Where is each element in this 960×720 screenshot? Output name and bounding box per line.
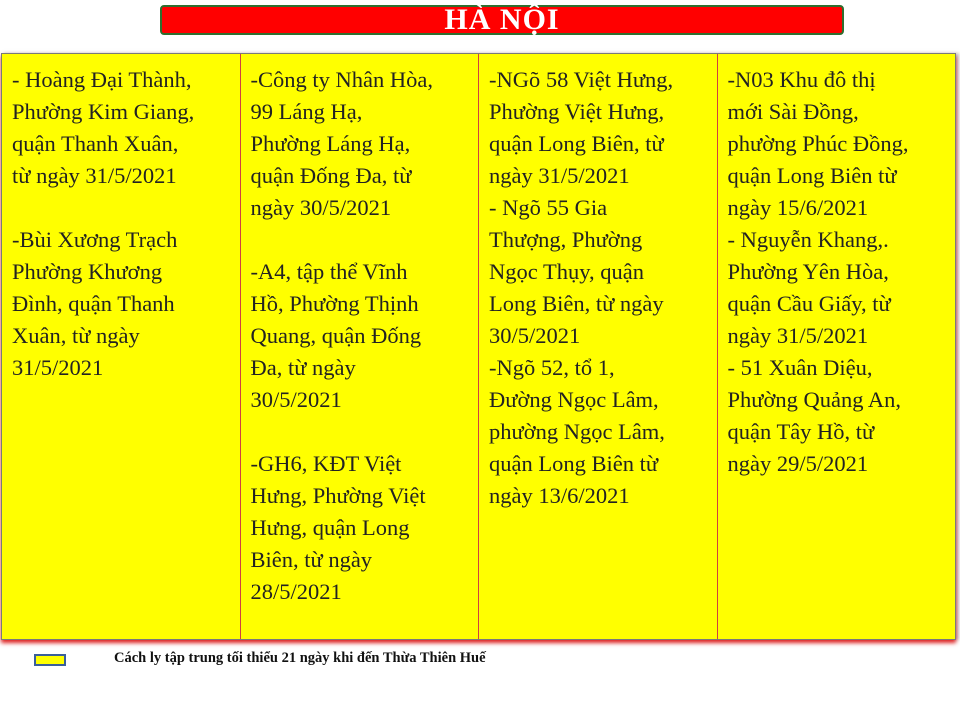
location-entry: -N03 Khu đô thị mới Sài Đồng, phường Phúc Đồng, quận Long Biên từ ngày 15/6/2021 - Nguyễn Khang,. Phường Yên Hòa, quận Cầu Giấy, từ ngày 31/5/2021 - 51 Xuân Diệu, Phường Quảng An, quận Tây Hồ, từ ngày 29/5/2021 [727,67,909,476]
title-banner [160,5,844,35]
location-entry: -Bùi Xương Trạch Phường Khương Đình, quận Thanh Xuân, từ ngày 31/5/2021 [12,227,178,380]
table-column-3 [479,54,718,639]
location-entry: - Hoàng Đại Thành, Phường Kim Giang, quận Thanh Xuân, từ ngày 31/5/2021 [12,67,195,188]
table-column-4 [718,54,956,639]
location-entry: -NGõ 58 Việt Hưng, Phường Việt Hưng, quận Long Biên, từ ngày 31/5/2021 - Ngõ 55 Gia Thượng, Phường Ngọc Thụy, quận Long Biên, từ ngày 30/5/2021 -Ngõ 52, tổ 1, Đường Ngọc Lâm, phường Ngọc Lâm, quận Long Biên từ ngày 13/6/2021 [489,67,674,508]
table-column-2 [241,54,480,639]
legend-text: Cách ly tập trung tối thiểu 21 ngày khi đến Thừa Thiên Huế [114,650,486,666]
location-entry: -Công ty Nhân Hòa, 99 Láng Hạ, Phường Láng Hạ, quận Đống Đa, từ ngày 30/5/2021 [250,67,433,220]
legend-swatch [34,654,66,666]
legend [34,650,486,666]
location-entry: -A4, tập thể Vĩnh Hồ, Phường Thịnh Quang, quận Đống Đa, từ ngày 30/5/2021 [250,259,422,412]
location-entry: -GH6, KĐT Việt Hưng, Phường Việt Hưng, quận Long Biên, từ ngày 28/5/2021 [250,451,426,604]
locations-table [1,53,956,640]
table-column-1 [2,54,241,639]
page-title: HÀ NỘI [444,3,560,36]
